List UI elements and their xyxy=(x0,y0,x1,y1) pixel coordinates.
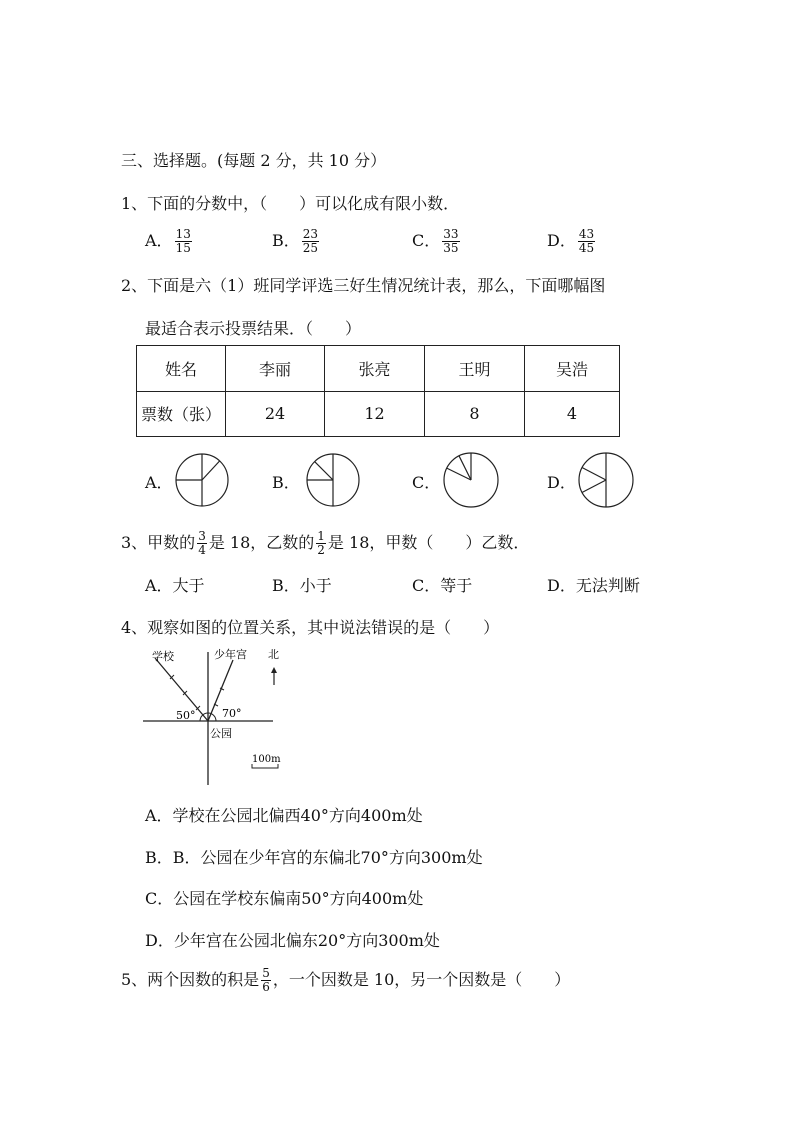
angle-left-label: 50° xyxy=(176,709,196,722)
pie-chart-d[interactable] xyxy=(576,451,636,509)
fraction: $\frac{13}{15}$ xyxy=(175,227,191,255)
q1-option-d[interactable]: D． $\frac{43}{45}$ xyxy=(547,227,595,255)
fraction: $\frac{43}{45}$ xyxy=(578,227,595,255)
table-header-cell: 姓名 xyxy=(137,346,226,392)
table-cell: 票数（张） xyxy=(137,391,226,437)
q4-option-b[interactable]: B．B．公园在少年宫的东偏北70°方向300m处 xyxy=(145,848,483,867)
fraction: $\frac{5}{6}$ xyxy=(262,966,270,994)
q1-option-c[interactable]: C． $\frac{33}{35}$ xyxy=(412,227,459,255)
pie-chart-a[interactable] xyxy=(172,452,232,508)
table-header-cell: 张亮 xyxy=(325,346,425,392)
pie-divider xyxy=(202,461,220,480)
table-row xyxy=(137,346,620,392)
fraction: $\frac{1}{2}$ xyxy=(317,529,325,557)
pie-chart-c[interactable] xyxy=(441,451,501,509)
table-header-cell: 李丽 xyxy=(226,346,325,392)
q3-option-b[interactable]: B．小于 xyxy=(272,576,332,595)
q3-option-d[interactable]: D．无法判断 xyxy=(547,576,640,595)
vote-table xyxy=(136,345,620,437)
pie-divider xyxy=(459,456,471,480)
q4-option-a[interactable]: A．学校在公园北偏西40°方向400m处 xyxy=(145,806,423,825)
pie-divider xyxy=(447,468,472,480)
q3-stem: 3、甲数的 $\frac{3}{4}$ 是 18，乙数的 $\frac{1}{2}$ 是 18，甲数（ ）乙数． xyxy=(121,529,530,557)
pie-divider xyxy=(582,468,606,481)
table-cell: 24 xyxy=(226,391,325,437)
position-diagram xyxy=(138,640,288,790)
table-header-cell: 吴浩 xyxy=(525,346,620,392)
pie-divider xyxy=(582,480,606,493)
table-cell: 8 xyxy=(425,391,525,437)
school-label: 学校 xyxy=(152,650,174,663)
park-label: 公园 xyxy=(210,727,232,740)
q3-option-c[interactable]: C．等于 xyxy=(412,576,473,595)
q3-option-a[interactable]: A．大于 xyxy=(145,576,205,595)
fraction: $\frac{3}{4}$ xyxy=(198,529,206,557)
q1-stem: 1、下面的分数中，（ ）可以化成有限小数． xyxy=(121,194,460,213)
pie-divider xyxy=(315,462,333,480)
q2-option-b-label[interactable]: B． xyxy=(272,473,300,492)
q4-option-c[interactable]: C．公园在学校东偏南50°方向400m处 xyxy=(145,889,424,908)
q1-option-b[interactable]: B． $\frac{23}{25}$ xyxy=(272,227,319,255)
angle-right-label: 70° xyxy=(222,707,242,720)
table-cell: 4 xyxy=(525,391,620,437)
pie-chart-b[interactable] xyxy=(303,452,363,508)
table-header-cell: 王明 xyxy=(425,346,525,392)
north-label: 北 xyxy=(268,648,279,661)
fraction: $\frac{23}{25}$ xyxy=(302,227,319,255)
q5-stem: 5、两个因数的积是 $\frac{5}{6}$ ，一个因数是 10，另一个因数是（ ） xyxy=(121,966,571,994)
q4-stem: 4、观察如图的位置关系，其中说法错误的是（ ） xyxy=(121,618,500,637)
north-arrowhead-icon xyxy=(271,667,277,673)
q1-option-a[interactable]: A． $\frac{13}{15}$ xyxy=(145,227,191,255)
table-row xyxy=(137,391,620,437)
q2-stem-line2: 最适合表示投票结果．（ ） xyxy=(145,319,362,338)
q2-option-a-label[interactable]: A． xyxy=(145,473,173,492)
scale-label: 100m xyxy=(252,754,281,765)
fraction: $\frac{33}{35}$ xyxy=(443,227,459,255)
q4-option-d[interactable]: D．少年宫在公园北偏东20°方向300m处 xyxy=(145,931,440,950)
table-cell: 12 xyxy=(325,391,425,437)
q2-option-c-label[interactable]: C． xyxy=(412,473,441,492)
youth-palace-label: 少年宫 xyxy=(214,648,247,661)
q2-option-d-label[interactable]: D． xyxy=(547,473,576,492)
section-title: 三、选择题。(每题 2 分，共 10 分） xyxy=(121,151,387,170)
q2-stem-line1: 2、下面是六（1）班同学评选三好生情况统计表，那么，下面哪幅图 xyxy=(121,276,606,295)
